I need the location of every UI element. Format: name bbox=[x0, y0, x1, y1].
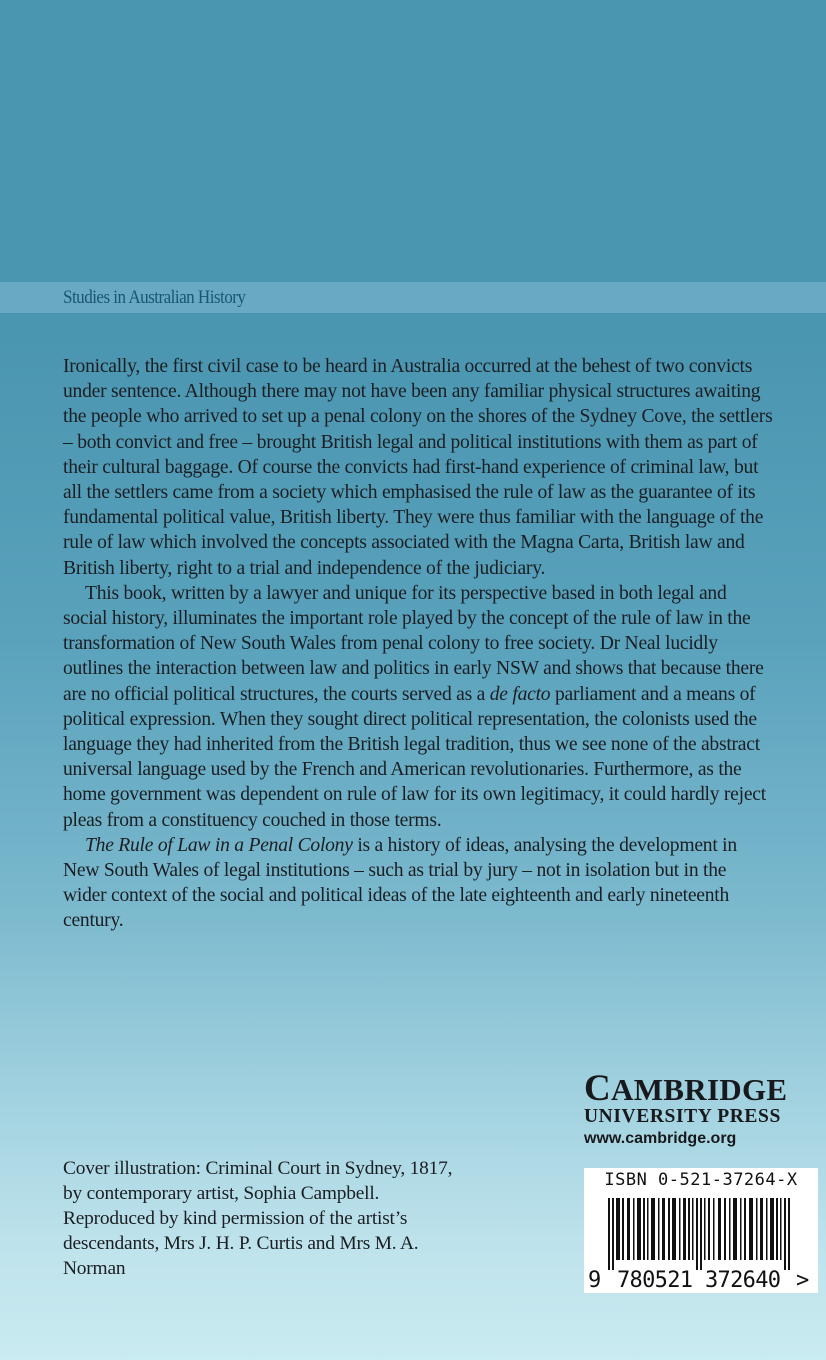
credit-line: descendants, Mrs J. H. P. Curtis and Mrs M. A. bbox=[63, 1233, 419, 1254]
series-title: Studies in Australian History bbox=[63, 287, 246, 308]
isbn-barcode bbox=[584, 1168, 818, 1293]
book-blurb bbox=[63, 354, 773, 934]
blurb-paragraph-2-text-b: parliament and a means of political expression. When they sought direct political representation, the colonists used the language they had inherited from the British legal tradition, thus we see none of the abstract universal language used by the French and American revolutionaries. Furthermore, as the home government was dependent on rule of law for its own legitimacy, it could hardly reject pleas from a constituency couched in those terms. bbox=[63, 683, 766, 831]
blurb-paragraph-3 bbox=[63, 833, 773, 934]
credit-line: by contemporary artist, Sophia Campbell. bbox=[63, 1183, 380, 1204]
blurb-paragraph-2 bbox=[63, 581, 773, 833]
blurb-paragraph-2-text-a: This book, written by a lawyer and unique for its perspective based in both legal and social history, illuminates the important role played by the concept of the rule of law in the transformation of New South Wales from penal colony to free society. Dr Neal lucidly outlines the interaction between law and politics in early NSW and shows that because there are no official political structures, the courts served as a bbox=[63, 582, 764, 705]
cover-illustration-credit bbox=[63, 1156, 543, 1281]
publisher-logo bbox=[584, 1068, 820, 1150]
credit-line: Reproduced by kind permission of the artist’s bbox=[63, 1208, 408, 1229]
blurb-italic-book-title: The Rule of Law in a Penal Colony bbox=[85, 834, 353, 856]
blurb-italic-de-facto: de facto bbox=[489, 683, 551, 705]
publisher-name bbox=[584, 1068, 820, 1109]
ean-left-digits: 780521 bbox=[617, 1268, 693, 1293]
publisher-subtitle: UNIVERSITY PRESS bbox=[584, 1106, 781, 1127]
credit-line: Norman bbox=[63, 1258, 126, 1279]
publisher-name-initial: C bbox=[584, 1068, 612, 1109]
isbn-label: ISBN 0-521-37264-X bbox=[604, 1170, 798, 1190]
publisher-name-rest: AMBRIDGE bbox=[611, 1072, 788, 1107]
ean-quiet-zone-marker: > bbox=[796, 1268, 810, 1293]
barcode-bars-icon bbox=[584, 1168, 818, 1293]
publisher-url: www.cambridge.org bbox=[584, 1130, 737, 1147]
ean-first-digit: 9 bbox=[588, 1268, 602, 1293]
series-band bbox=[0, 282, 826, 313]
blurb-paragraph-1: Ironically, the first civil case to be heard in Australia occurred at the behest of two convicts under sentence. Although there may not have been any familiar physical structures awaiting the people who arrived to set up a penal colony on the shores of the Sydney Cove, the settlers – both convict and free – brought British legal and political institutions with them as part of their cultural baggage. Of course the convicts had first-hand experience of criminal law, but all the settlers came from a society which emphasised the rule of law as the guarantee of its fundamental political value, British liberty. They were thus familiar with the language of the rule of law which involved the concepts associated with the Magna Carta, British law and British liberty, right to a trial and independence of the judiciary. bbox=[63, 356, 773, 579]
credit-line: Cover illustration: Criminal Court in Sydney, 1817, bbox=[63, 1158, 453, 1179]
blurb-paragraph-3-text: is a history of ideas, analysing the development in New South Wales of legal institutions – such as trial by jury – not in isolation but in the wider context of the social and political ideas of the late eighteenth and early nineteenth century. bbox=[63, 834, 737, 932]
ean-right-digits: 372640 bbox=[705, 1268, 781, 1293]
